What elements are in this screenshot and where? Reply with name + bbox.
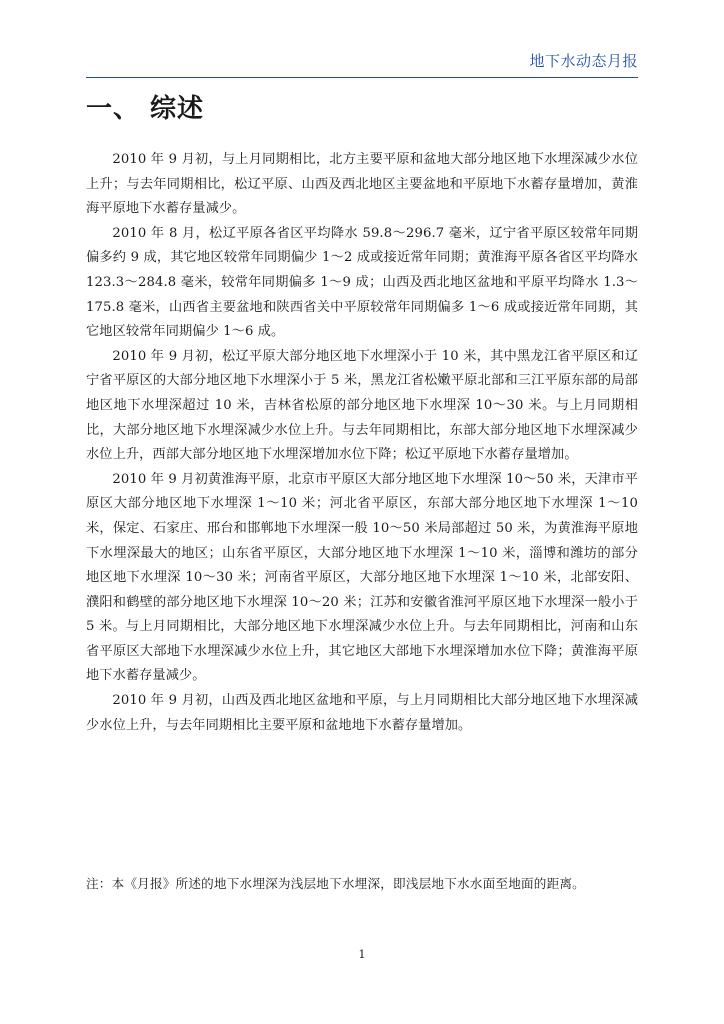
footnote: 注：本《月报》所述的地下水埋深为浅层地下水埋深，即浅层地下水水面至地面的距离。 (86, 876, 585, 891)
paragraph-shanxi-northwest: 2010 年 9 月初，山西及西北地区盆地和平原，与上月同期相比大部分地区地下水埋深减少水位上升，与去年同期相比主要平原和盆地地下水蓄存量增加。 (86, 693, 638, 733)
page-number: 1 (358, 948, 366, 961)
report-title: 地下水动态月报 (529, 52, 638, 70)
header-divider (86, 77, 638, 78)
section-heading: 一、 综述 (86, 94, 205, 124)
paragraph-overview: 2010 年 9 月初，与上月同期相比，北方主要平原和盆地大部分地区地下水埋深减少水位上升；与去年同期相比，松辽平原、山西及西北地区主要盆地和平原地下水蓄存量增加，黄淮海平原地下水蓄存量减少。 (86, 152, 638, 217)
paragraph-songliao-plain: 2010 年 9 月初，松辽平原大部分地区地下水埋深小于 10 米，其中黑龙江省平原区和辽宁省平原区的大部分地区地下水埋深小于 5 米，黑龙江省松嫩平原北部和三江平原东部的局部地区地下水埋深超过 10 米，吉林省松原的部分地区地下水埋深 10～30 米。与上月同期相比，大部分地区地下水埋深减少水位上升。与去年同期相比，东部大部分地区地下水埋深减少水位上升，西部大部分地区地下水埋深增加水位下降；松辽平原地下水蓄存量增加。 (86, 348, 638, 463)
paragraph-precipitation: 2010 年 8 月，松辽平原各省区平均降水 59.8～296.7 毫米，辽宁省平原区较常年同期偏多约 9 成，其它地区较常年同期偏少 1～2 成或接近常年同期；黄淮海平原各省区平均降水 123.3～284.8 毫米，较常年同期偏多 1～9 成；山西及西北地区盆地和平原平均降水 1.3～175.8 毫米，山西省主要盆地和陕西省关中平原较常年同期偏多 1～6 成或接近常年同期，其它地区较常年同期偏少 1～6 成。 (86, 225, 638, 340)
paragraph-huanghuaihai-plain: 2010 年 9 月初黄淮海平原，北京市平原区大部分地区地下水埋深 10～50 米，天津市平原区大部分地区地下水埋深 1～10 米；河北省平原区，东部大部分地区地下水埋深 1～10 米，保定、石家庄、邢台和邯郸地下水埋深一般 10～50 米局部超过 50 米，为黄淮海平原地下水埋深最大的地区；山东省平原区，大部分地区地下水埋深 1～10 米，淄博和潍坊的部分地区地下水埋深 10～30 米；河南省平原区，大部分地区地下水埋深 1～10 米，北部安阳、濮阳和鹤壁的部分地区地下水埋深 10～20 米；江苏和安徽省淮河平原区地下水埋深一般小于 5 米。与上月同期相比，大部分地区地下水埋深减少水位上升。与去年同期相比，河南和山东省平原区大部地下水埋深减少水位上升，其它地区大部地下水埋深增加水位下降；黄淮海平原地下水蓄存量减少。 (86, 471, 638, 684)
body-text (86, 148, 638, 738)
